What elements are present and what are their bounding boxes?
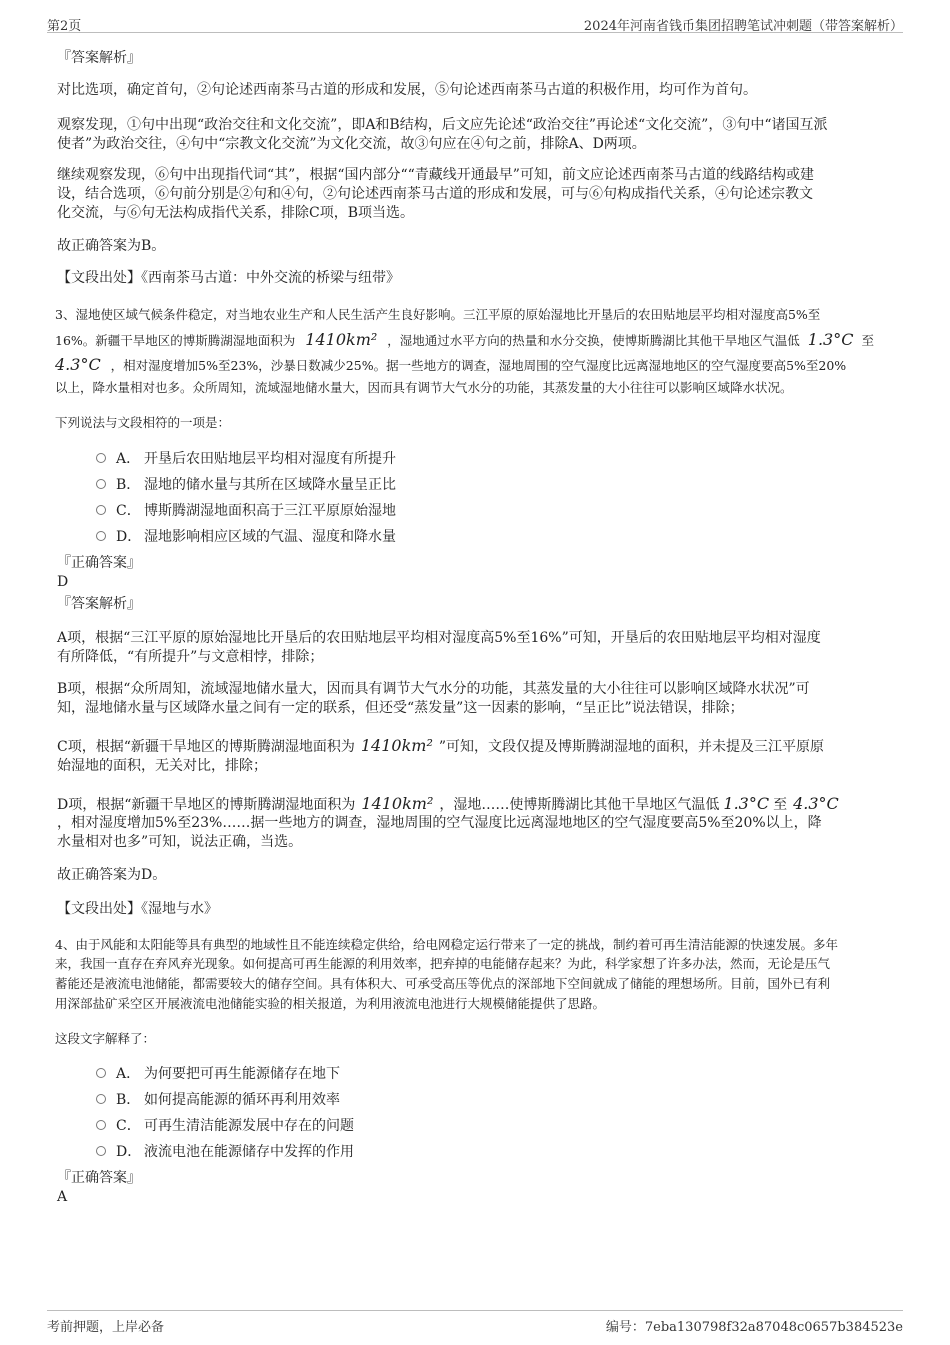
radio-icon[interactable] xyxy=(96,531,106,541)
q2-analysis-p3a: 继续观察发现，⑥句中出现指代词“其”，根据“国内部分““青藏线开通最早”可知，前文应论述西南茶马古道的线路结构或建 xyxy=(57,167,814,183)
q2-analysis-p3c: 化交流，与⑥句无法构成指代关系，排除C项，B项当选。 xyxy=(57,205,414,221)
q3-analysis-a2: 有所降低，“有所提升”与文意相悖，排除； xyxy=(57,649,324,665)
q3-option-b[interactable]: B． 湿地的储水量与其所在区域降水量呈正比 xyxy=(96,474,396,494)
page-number: 第2页 xyxy=(47,19,82,34)
q3-d-area-formula: 1410km² xyxy=(361,794,434,813)
q4-prompt: 这段文字解释了： xyxy=(55,1031,156,1046)
document-title: 2024年河南省钱币集团招聘笔试冲刺题（带答案解析） xyxy=(583,19,903,34)
q3-d-temp-high: 4.3°C xyxy=(793,794,839,813)
document-id: 编号：7eba130798f32a87048c0657b384523e xyxy=(605,1320,903,1335)
q4-option-c[interactable]: C． 可再生清洁能源发展中存在的问题 xyxy=(96,1115,354,1135)
q3-temp-high: 4.3°C xyxy=(55,355,101,374)
radio-icon[interactable] xyxy=(96,1068,106,1078)
q2-analysis-p1: 对比选项，确定首句，②句论述西南茶马古道的形成和发展，⑤句论述西南茶马古道的积极作用，均可作为首句。 xyxy=(57,82,757,98)
page-header xyxy=(47,12,903,33)
q4-option-a[interactable]: A． 为何要把可再生能源储存在地下 xyxy=(96,1063,340,1083)
q4-option-d[interactable]: D． 液流电池在能源储存中发挥的作用 xyxy=(96,1141,354,1161)
page-footer xyxy=(47,1310,903,1335)
q2-answer-text: 故正确答案为B。 xyxy=(57,238,166,254)
q3-option-d[interactable]: D． 湿地影响相应区域的气温、湿度和降水量 xyxy=(96,526,396,546)
q4-stem-line3: 蓄能还是液流电池储能，都需要较大的储存空间。具有体积大、可承受高压等优点的深部地下空间就成了储能的理想场所。目前，国外已有利 xyxy=(55,976,831,991)
q2-analysis-p2b: 使者”为政治交往，④句中“宗教文化交流”为文化交流，故③句应在④句之前，排除A、D两项。 xyxy=(57,136,646,152)
q3-analysis-d1: D项，根据“新疆干旱地区的博斯腾湖湿地面积为 1410km² ，湿地……使博斯腾湖比其他干旱地区气温低 1.3°C 至 4.3°C xyxy=(57,794,839,813)
q3-answer-text: 故正确答案为D。 xyxy=(57,867,167,883)
q3-stem-line2: 16%。新疆干旱地区的博斯腾湖湿地面积为 1410km² ，湿地通过水平方向的热量和水分交换，使博斯腾湖比其他干旱地区气温低 1.3°C 至 xyxy=(55,330,874,349)
q4-option-b[interactable]: B． 如何提高能源的循环再利用效率 xyxy=(96,1089,340,1109)
q3-c-area-formula: 1410km² xyxy=(360,736,433,755)
q3-analysis-d2: ，相对湿度增加5%至23%……据一些地方的调查，湿地周围的空气湿度比远离湿地地区的空气湿度要高5%至20%以上，降 xyxy=(57,815,822,831)
footer-slogan: 考前押题，上岸必备 xyxy=(47,1320,165,1335)
q3-analysis-c1: C项，根据“新疆干旱地区的博斯腾湖湿地面积为 1410km² ”可知，文段仅提及博斯腾湖湿地的面积，并未提及三江平原原 xyxy=(57,736,825,755)
q3-answer-label: 『正确答案』 xyxy=(57,555,141,571)
radio-icon[interactable] xyxy=(96,479,106,489)
q2-analysis-p3b: 设，结合选项，⑥句前分别是②句和④句，②句论述西南茶马古道的形成和发展，可与⑥句构成指代关系，④句论述宗教文 xyxy=(57,186,813,202)
q3-analysis-label: 『答案解析』 xyxy=(57,596,141,612)
q3-analysis-a1: A项，根据“三江平原的原始湿地比开垦后的农田贴地层平均相对湿度高5%至16%”可知，开垦后的农田贴地层平均相对湿度 xyxy=(57,630,821,646)
q4-answer: A xyxy=(57,1189,68,1205)
q4-stem-line4: 用深部盐矿采空区开展液流电池储能实验的相关报道，为利用液流电池进行大规模储能提供了思路。 xyxy=(55,996,606,1011)
q3-analysis-d3: 水量相对也多”可知，说法正确，当选。 xyxy=(57,834,303,850)
q3-analysis-c2: 始湿地的面积，无关对比，排除； xyxy=(57,758,267,774)
radio-icon[interactable] xyxy=(96,1120,106,1130)
radio-icon[interactable] xyxy=(96,453,106,463)
q2-source: 【文段出处】《西南茶马古道：中外交流的桥梁与纽带》 xyxy=(57,270,400,286)
q3-analysis-b1: B项，根据“众所周知，流域湿地储水量大，因而具有调节大气水分的功能，其蒸发量的大小往往可以影响区域降水状况”可 xyxy=(57,681,810,697)
radio-icon[interactable] xyxy=(96,1094,106,1104)
q2-analysis-label: 『答案解析』 xyxy=(57,50,141,66)
q3-temp-low: 1.3°C xyxy=(807,330,854,349)
q3-option-a[interactable]: A． 开垦后农田贴地层平均相对湿度有所提升 xyxy=(96,448,396,468)
q3-prompt: 下列说法与文段相符的一项是： xyxy=(55,415,231,430)
q2-analysis-p2a: 观察发现，①句中出现“政治交往和文化交流”，即A和B结构，后文应先论述“政治交往”再论述“文化交流”，③句中“诸国互派 xyxy=(57,117,828,133)
q3-answer: D xyxy=(57,574,69,590)
q3-stem-line4: 以上，降水量相对也多。众所周知，流域湿地储水量大，因而具有调节大气水分的功能，其蒸发量的大小往往可以影响区域降水状况。 xyxy=(55,380,793,395)
q3-option-c[interactable]: C． 博斯腾湖湿地面积高于三江平原原始湿地 xyxy=(96,500,396,520)
q3-stem-line1: 3、湿地使区域气候条件稳定，对当地农业生产和人民生活产生良好影响。三江平原的原始湿地比开垦后的农田贴地层平均相对湿度高5%至 xyxy=(55,307,821,322)
q4-stem-line2: 来，我国一直存在弃风弃光现象。如何提高可再生能源的利用效率，把弃掉的电能储存起来？为此，科学家想了许多办法，然而，无论是压气 xyxy=(55,956,831,971)
q3-stem-line3: 4.3°C ，相对湿度增加5%至23%，沙暴日数减少25%。据一些地方的调查，湿地周围的空气湿度比远离湿地地区的空气湿度要高5%至20% xyxy=(55,355,847,374)
q3-area-formula: 1410km² xyxy=(305,330,378,349)
q3-source: 【文段出处】《湿地与水》 xyxy=(57,901,218,917)
radio-icon[interactable] xyxy=(96,1146,106,1156)
q3-d-temp-low: 1.3°C xyxy=(723,794,770,813)
q4-answer-label: 『正确答案』 xyxy=(57,1170,141,1186)
q4-stem-line1: 4、由于风能和太阳能等具有典型的地域性且不能连续稳定供给，给电网稳定运行带来了一定的挑战，制约着可再生清洁能源的快速发展。多年 xyxy=(55,937,838,952)
q3-analysis-b2: 知，湿地储水量与区域降水量之间有一定的联系，但还受“蒸发量”这一因素的影响，“呈正比”说法错误，排除； xyxy=(57,700,744,716)
radio-icon[interactable] xyxy=(96,505,106,515)
